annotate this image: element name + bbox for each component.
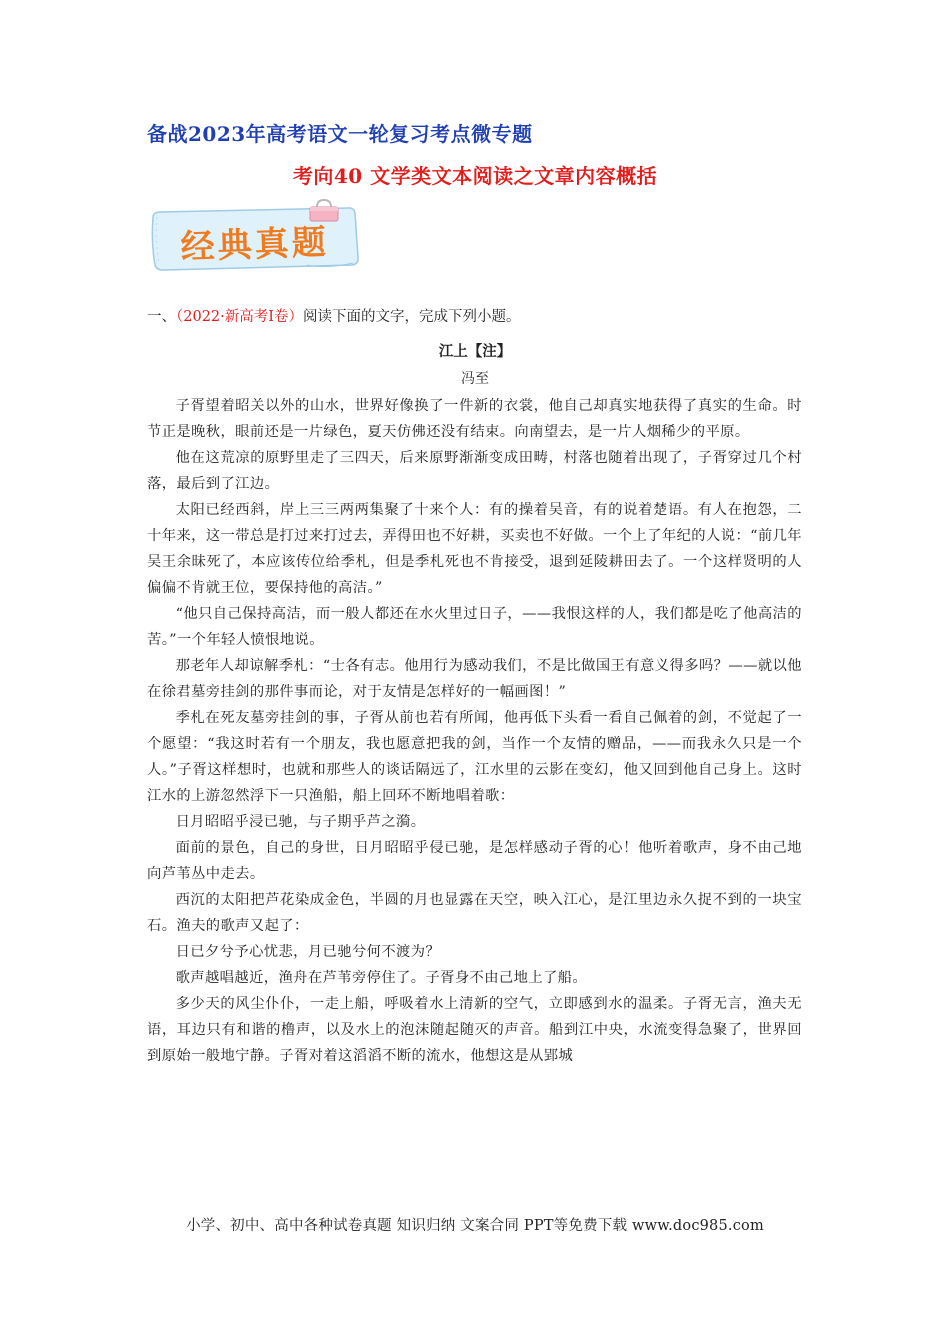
passage-author: 冯至 [461, 371, 489, 387]
paragraph: 那老年人却谅解季札：“士各有志。他用行为感动我们，不是比做国王有意义得多吗？——就以他在徐君墓旁挂剑的那件事而论，对于友情是怎样好的一幅画图！” [147, 658, 802, 700]
series-title: 备战2023年高考语文一轮复习考点微专题 [147, 122, 533, 146]
paragraph: 太阳已经西斜，岸上三三两两集聚了十来个人：有的操着吴音，有的说着楚语。有人在抱怨，二十年来，这一带总是打过来打过去，弄得田也不好耕，买卖也不好做。一个上了年纪的人说：“前几年吴王余昧死了，本应该传位给季札，但是季札死也不肯接受，退到延陵耕田去了。一个这样贤明的人偏偏不肯就王位，要保持他的高洁。” [147, 502, 802, 596]
paragraph: 子胥望着昭关以外的山水，世界好像换了一件新的衣裳，他自己却真实地获得了真实的生命。时节正是晚秋，眼前还是一片绿色，夏天仿佛还没有结束。向南望去，是一片人烟稀少的平原。 [147, 398, 802, 440]
paragraph: 面前的景色，自己的身世，日月昭昭乎侵已驰，是怎样感动子胥的心！他听着歌声，身不由己地向芦苇丛中走去。 [147, 840, 802, 882]
paragraph: 多少天的风尘仆仆，一走上船，呼吸着水上清新的空气，立即感到水的温柔。子胥无言，渔夫无语，耳边只有和谐的橹声，以及水上的泡沫随起随灭的声音。船到江中央，水流变得急聚了，世界回到原始一般地宁静。子胥对着这滔滔不断的流水，他想这是从郢城 [147, 996, 802, 1064]
paragraph: 歌声越唱越近，渔舟在芦苇旁停住了。子胥身不由己地上了船。 [175, 970, 588, 986]
topic-title: 考向40 文学类文本阅读之文章内容概括 [292, 164, 658, 188]
passage-body [147, 393, 802, 1069]
question-source: （2022·新高考I卷） [176, 309, 303, 325]
paragraph: “他只自己保持高洁，而一般人都还在水火里过日子，——我恨这样的人，我们都是吃了他高洁的苦。”一个年轻人愤恨地说。 [147, 606, 802, 648]
binder-clip-icon [307, 199, 341, 223]
question-line [147, 305, 521, 326]
badge-label: 经典真题 [180, 221, 330, 268]
classic-questions-badge [147, 203, 362, 275]
passage-title: 江上【注】 [438, 343, 512, 360]
question-instruction: 阅读下面的文字，完成下列小题。 [303, 309, 521, 325]
page-footer: 小学、初中、高中各种试卷真题 知识归纳 文案合同 PPT等免费下载 www.doc985.com [186, 1218, 764, 1234]
song-line: 日月昭昭乎浸已驰，与子期乎芦之漪。 [175, 814, 426, 830]
song-line: 日已夕兮予心忧悲，月已驰兮何不渡为？ [175, 944, 441, 960]
question-number: 一、 [147, 309, 176, 325]
paragraph: 他在这荒凉的原野里走了三四天，后来原野渐渐变成田畴，村落也随着出现了，子胥穿过几个村落，最后到了江边。 [147, 450, 802, 492]
paragraph: 季札在死友墓旁挂剑的事，子胥从前也若有所闻，他再低下头看一看自己佩着的剑，不觉起了一个愿望：“我这时若有一个朋友，我也愿意把我的剑，当作一个友情的赠品，——而我永久只是一个人。”子胥这样想时，也就和那些人的谈话隔远了，江水里的云影在变幻，他又回到他自己身上。这时江水的上游忽然浮下一只渔船，船上回环不断地唱着歌： [147, 710, 802, 804]
paragraph: 西沉的太阳把芦花染成金色，半圆的月也显露在天空，映入江心，是江里边永久捉不到的一块宝石。渔夫的歌声又起了： [147, 892, 802, 934]
